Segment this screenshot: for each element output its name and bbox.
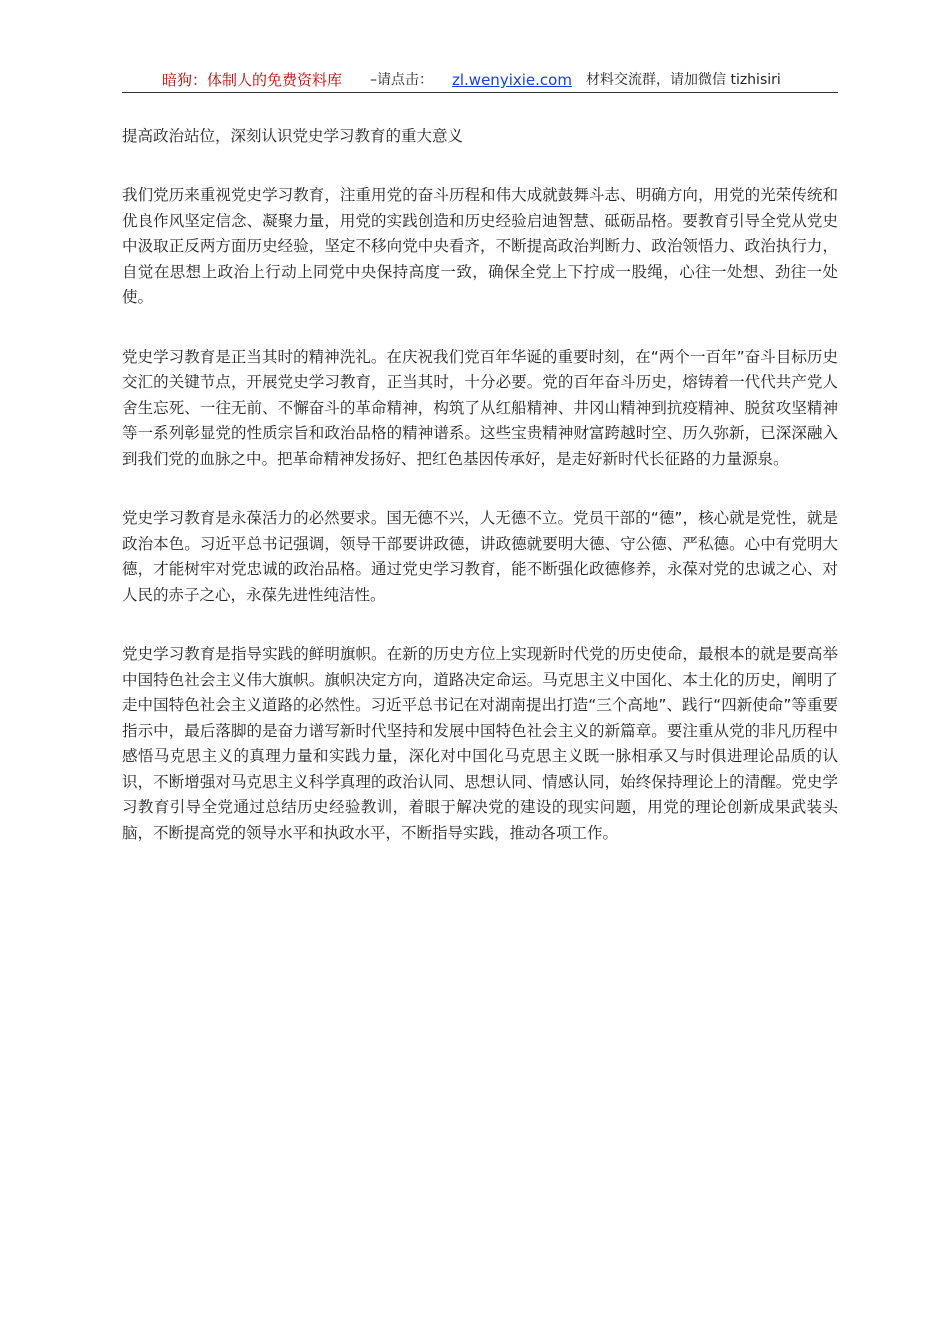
header-group-note: 材料交流群，请加微信 tizhisiri [586, 72, 781, 88]
document-body [122, 124, 838, 880]
header-link[interactable]: zl.wenyixie.com [452, 71, 572, 89]
header-brand: 暗狗：体制人的免费资料库 [162, 71, 343, 89]
paragraph: 党史学习教育是指导实践的鲜明旗帜。在新的历史方位上实现新时代党的历史使命，最根本的就是要高举中国特色社会主义伟大旗帜。旗帜决定方向，道路决定命运。马克思主义中国化、本土化的历史，阐明了走中国特色社会主义道路的必然性。习近平总书记在对湖南提出打造“三个高地”、践行“四新使命”等重要指示中，最后落脚的是奋力谱写新时代坚持和发展中国特色社会主义的新篇章。要注重从党的非凡历程中感悟马克思主义的真理力量和实践力量，深化对中国化马克思主义既一脉相承又与时俱进理论品质的认识，不断增强对马克思主义科学真理的政治认同、思想认同、情感认同，始终保持理论上的清醒。党史学习教育引导全党通过总结历史经验教训，着眼于解决党的建设的现实问题，用党的理论创新成果武装头脑，不断提高党的领导水平和执政水平，不断指导实践，推动各项工作。 [122, 645, 838, 842]
document-title: 提高政治站位，深刻认识党史学习教育的重大意义 [122, 127, 464, 145]
paragraph: 党史学习教育是正当其时的精神洗礼。在庆祝我们党百年华诞的重要时刻，在“两个一百年”奋斗目标历史交汇的关键节点，开展党史学习教育，正当其时，十分必要。党的百年奋斗历史，熔铸着一代代共产党人舍生忘死、一往无前、不懈奋斗的革命精神，构筑了从红船精神、井冈山精神到抗疫精神、脱贫攻坚精神等一系列彰显党的性质宗旨和政治品格的精神谱系。这些宝贵精神财富跨越时空、历久弥新，已深深融入到我们党的血脉之中。把革命精神发扬好、把红色基因传承好，是走好新时代长征路的力量源泉。 [122, 347, 838, 468]
paragraph: 党史学习教育是永葆活力的必然要求。国无德不兴，人无德不立。党员干部的“德”，核心就是党性，就是政治本色。习近平总书记强调，领导干部要讲政德，讲政德就要明大德、守公德、严私德。心中有党明大德，才能树牢对党忠诚的政治品格。通过党史学习教育，能不断强化政德修养，永葆对党的忠诚之心、对人民的赤子之心，永葆先进性纯洁性。 [122, 509, 838, 604]
page-header [122, 68, 838, 93]
paragraph: 我们党历来重视党史学习教育，注重用党的奋斗历程和伟大成就鼓舞斗志、明确方向，用党的光荣传统和优良作风坚定信念、凝聚力量，用党的实践创造和历史经验启迪智慧、砥砺品格。要教育引导全党从党史中汲取正反两方面历史经验，坚定不移向党中央看齐，不断提高政治判断力、政治领悟力、政治执行力，自觉在思想上政治上行动上同党中央保持高度一致，确保全党上下拧成一股绳，心往一处想、劲往一处使。 [122, 186, 838, 306]
header-prompt: –请点击： [370, 72, 433, 88]
